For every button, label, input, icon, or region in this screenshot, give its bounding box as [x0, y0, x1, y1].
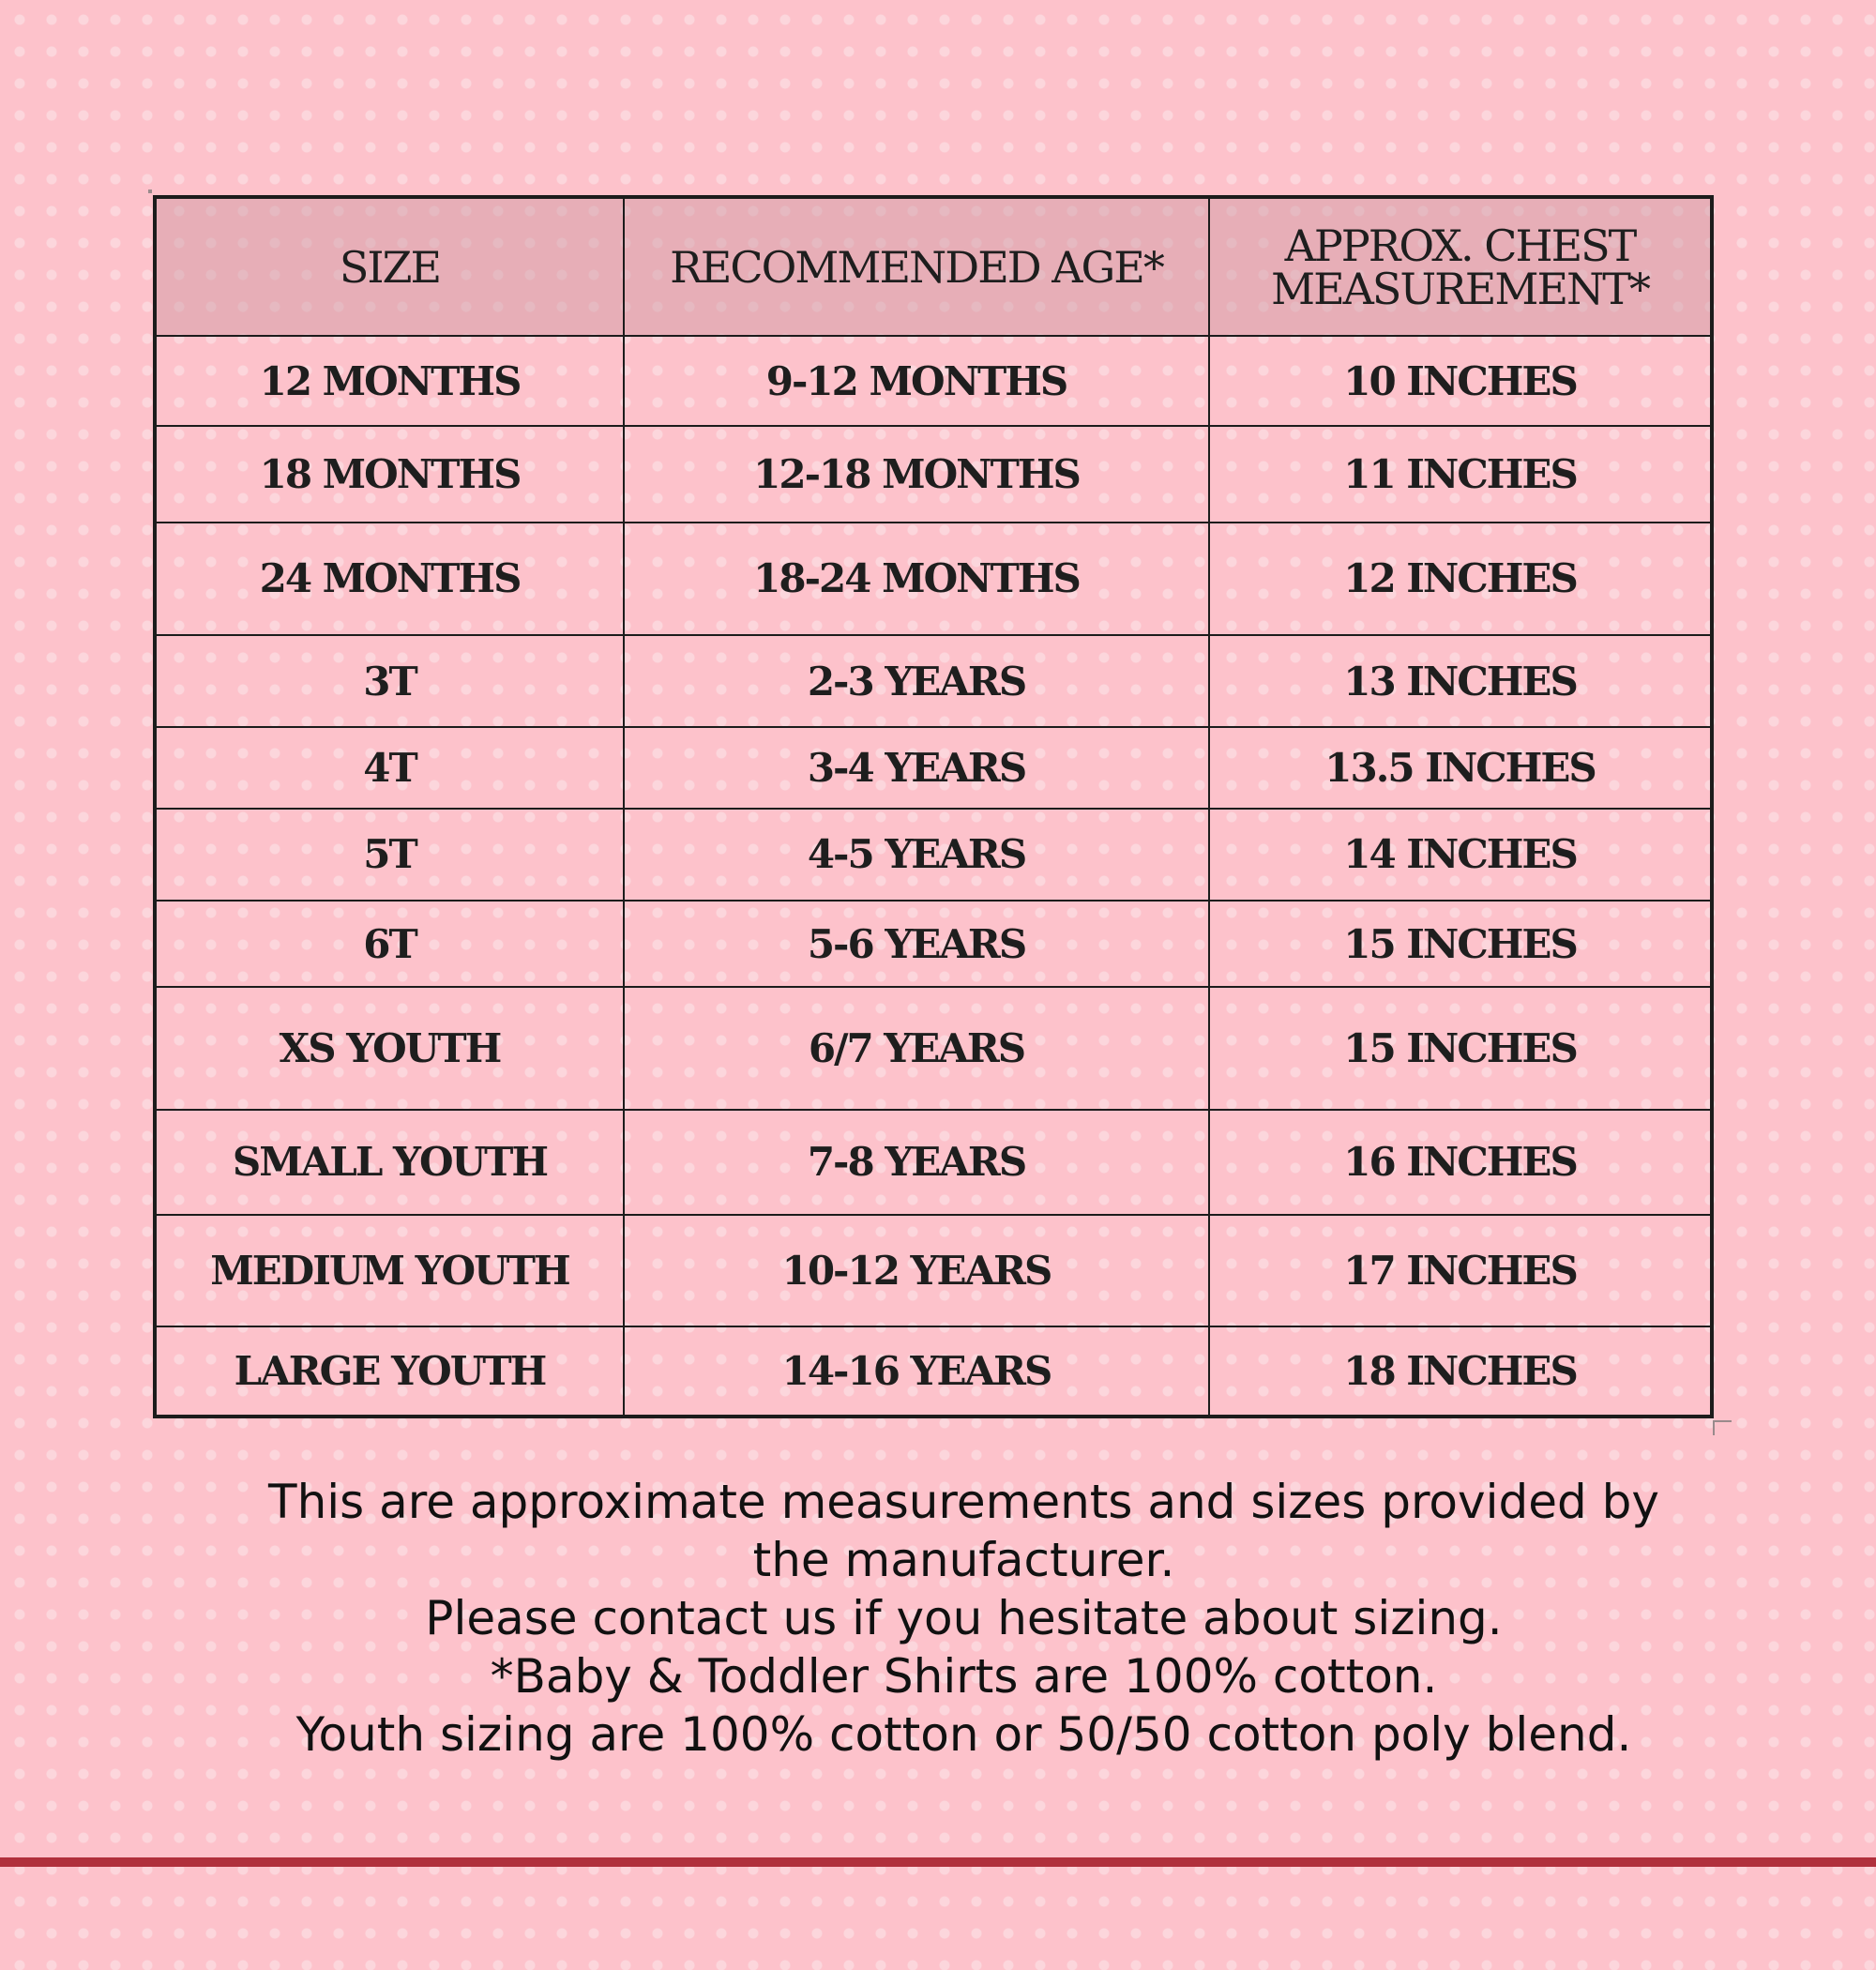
table-row	[155, 727, 1712, 808]
cell-size: 12 MONTHS	[155, 336, 624, 426]
cell-chest: 13.5 INCHES	[1209, 727, 1712, 808]
table-row	[155, 901, 1712, 987]
note-line: *Baby & Toddler Shirts are 100% cotton.	[490, 1649, 1438, 1704]
cell-size: 18 MONTHS	[155, 426, 624, 522]
cell-size: MEDIUM YOUTH	[155, 1215, 624, 1326]
table-corner-mark	[1713, 1420, 1732, 1435]
table-corner-mark	[148, 189, 152, 193]
cell-chest: 11 INCHES	[1209, 426, 1712, 522]
cell-age: 7-8 YEARS	[624, 1110, 1209, 1215]
cell-size: 24 MONTHS	[155, 523, 624, 635]
cell-chest: 15 INCHES	[1209, 987, 1712, 1109]
cell-size: 3T	[155, 635, 624, 727]
cell-age: 3-4 YEARS	[624, 727, 1209, 808]
table-row	[155, 1326, 1712, 1417]
cell-age: 4-5 YEARS	[624, 809, 1209, 901]
cell-age: 12-18 MONTHS	[624, 426, 1209, 522]
cell-age: 6/7 YEARS	[624, 987, 1209, 1109]
cell-chest: 18 INCHES	[1209, 1326, 1712, 1417]
cell-chest: 10 INCHES	[1209, 336, 1712, 426]
note-line: Please contact us if you hesitate about sizing.	[425, 1591, 1503, 1645]
header-chest-measurement	[1209, 197, 1712, 336]
cell-age: 9-12 MONTHS	[624, 336, 1209, 426]
table-row	[155, 336, 1712, 426]
header-size: SIZE	[155, 197, 624, 336]
cell-size: 5T	[155, 809, 624, 901]
cell-age: 5-6 YEARS	[624, 901, 1209, 987]
cell-chest: 12 INCHES	[1209, 523, 1712, 635]
cell-chest: 13 INCHES	[1209, 635, 1712, 727]
cell-size: SMALL YOUTH	[155, 1110, 624, 1215]
header-chest-measurement-text: APPROX. CHEST MEASUREMENT*	[1270, 220, 1649, 314]
size-chart-table	[153, 195, 1714, 1418]
cell-size: 4T	[155, 727, 624, 808]
table-row	[155, 1110, 1712, 1215]
cell-chest: 17 INCHES	[1209, 1215, 1712, 1326]
cell-chest: 15 INCHES	[1209, 901, 1712, 987]
table-row	[155, 809, 1712, 901]
cell-age: 14-16 YEARS	[624, 1326, 1209, 1417]
table-header-row	[155, 197, 1712, 336]
cell-size: XS YOUTH	[155, 987, 624, 1109]
note-line: Youth sizing are 100% cotton or 50/50 cotton poly blend.	[295, 1707, 1632, 1762]
cell-age: 18-24 MONTHS	[624, 523, 1209, 635]
note-line: This are approximate measurements and sizes provided by the manufacturer.	[268, 1475, 1659, 1587]
table-row	[155, 1215, 1712, 1326]
cell-age: 2-3 YEARS	[624, 635, 1209, 727]
cell-size: 6T	[155, 901, 624, 987]
header-recommended-age: RECOMMENDED AGE*	[624, 197, 1209, 336]
cell-size: LARGE YOUTH	[155, 1326, 624, 1417]
table-row	[155, 987, 1712, 1109]
bottom-divider	[0, 1857, 1876, 1867]
table-row	[155, 426, 1712, 522]
cell-chest: 14 INCHES	[1209, 809, 1712, 901]
cell-age: 10-12 YEARS	[624, 1215, 1209, 1326]
table-row	[155, 523, 1712, 635]
cell-chest: 16 INCHES	[1209, 1110, 1712, 1215]
table-row	[155, 635, 1712, 727]
sizing-notes	[234, 1473, 1693, 1764]
